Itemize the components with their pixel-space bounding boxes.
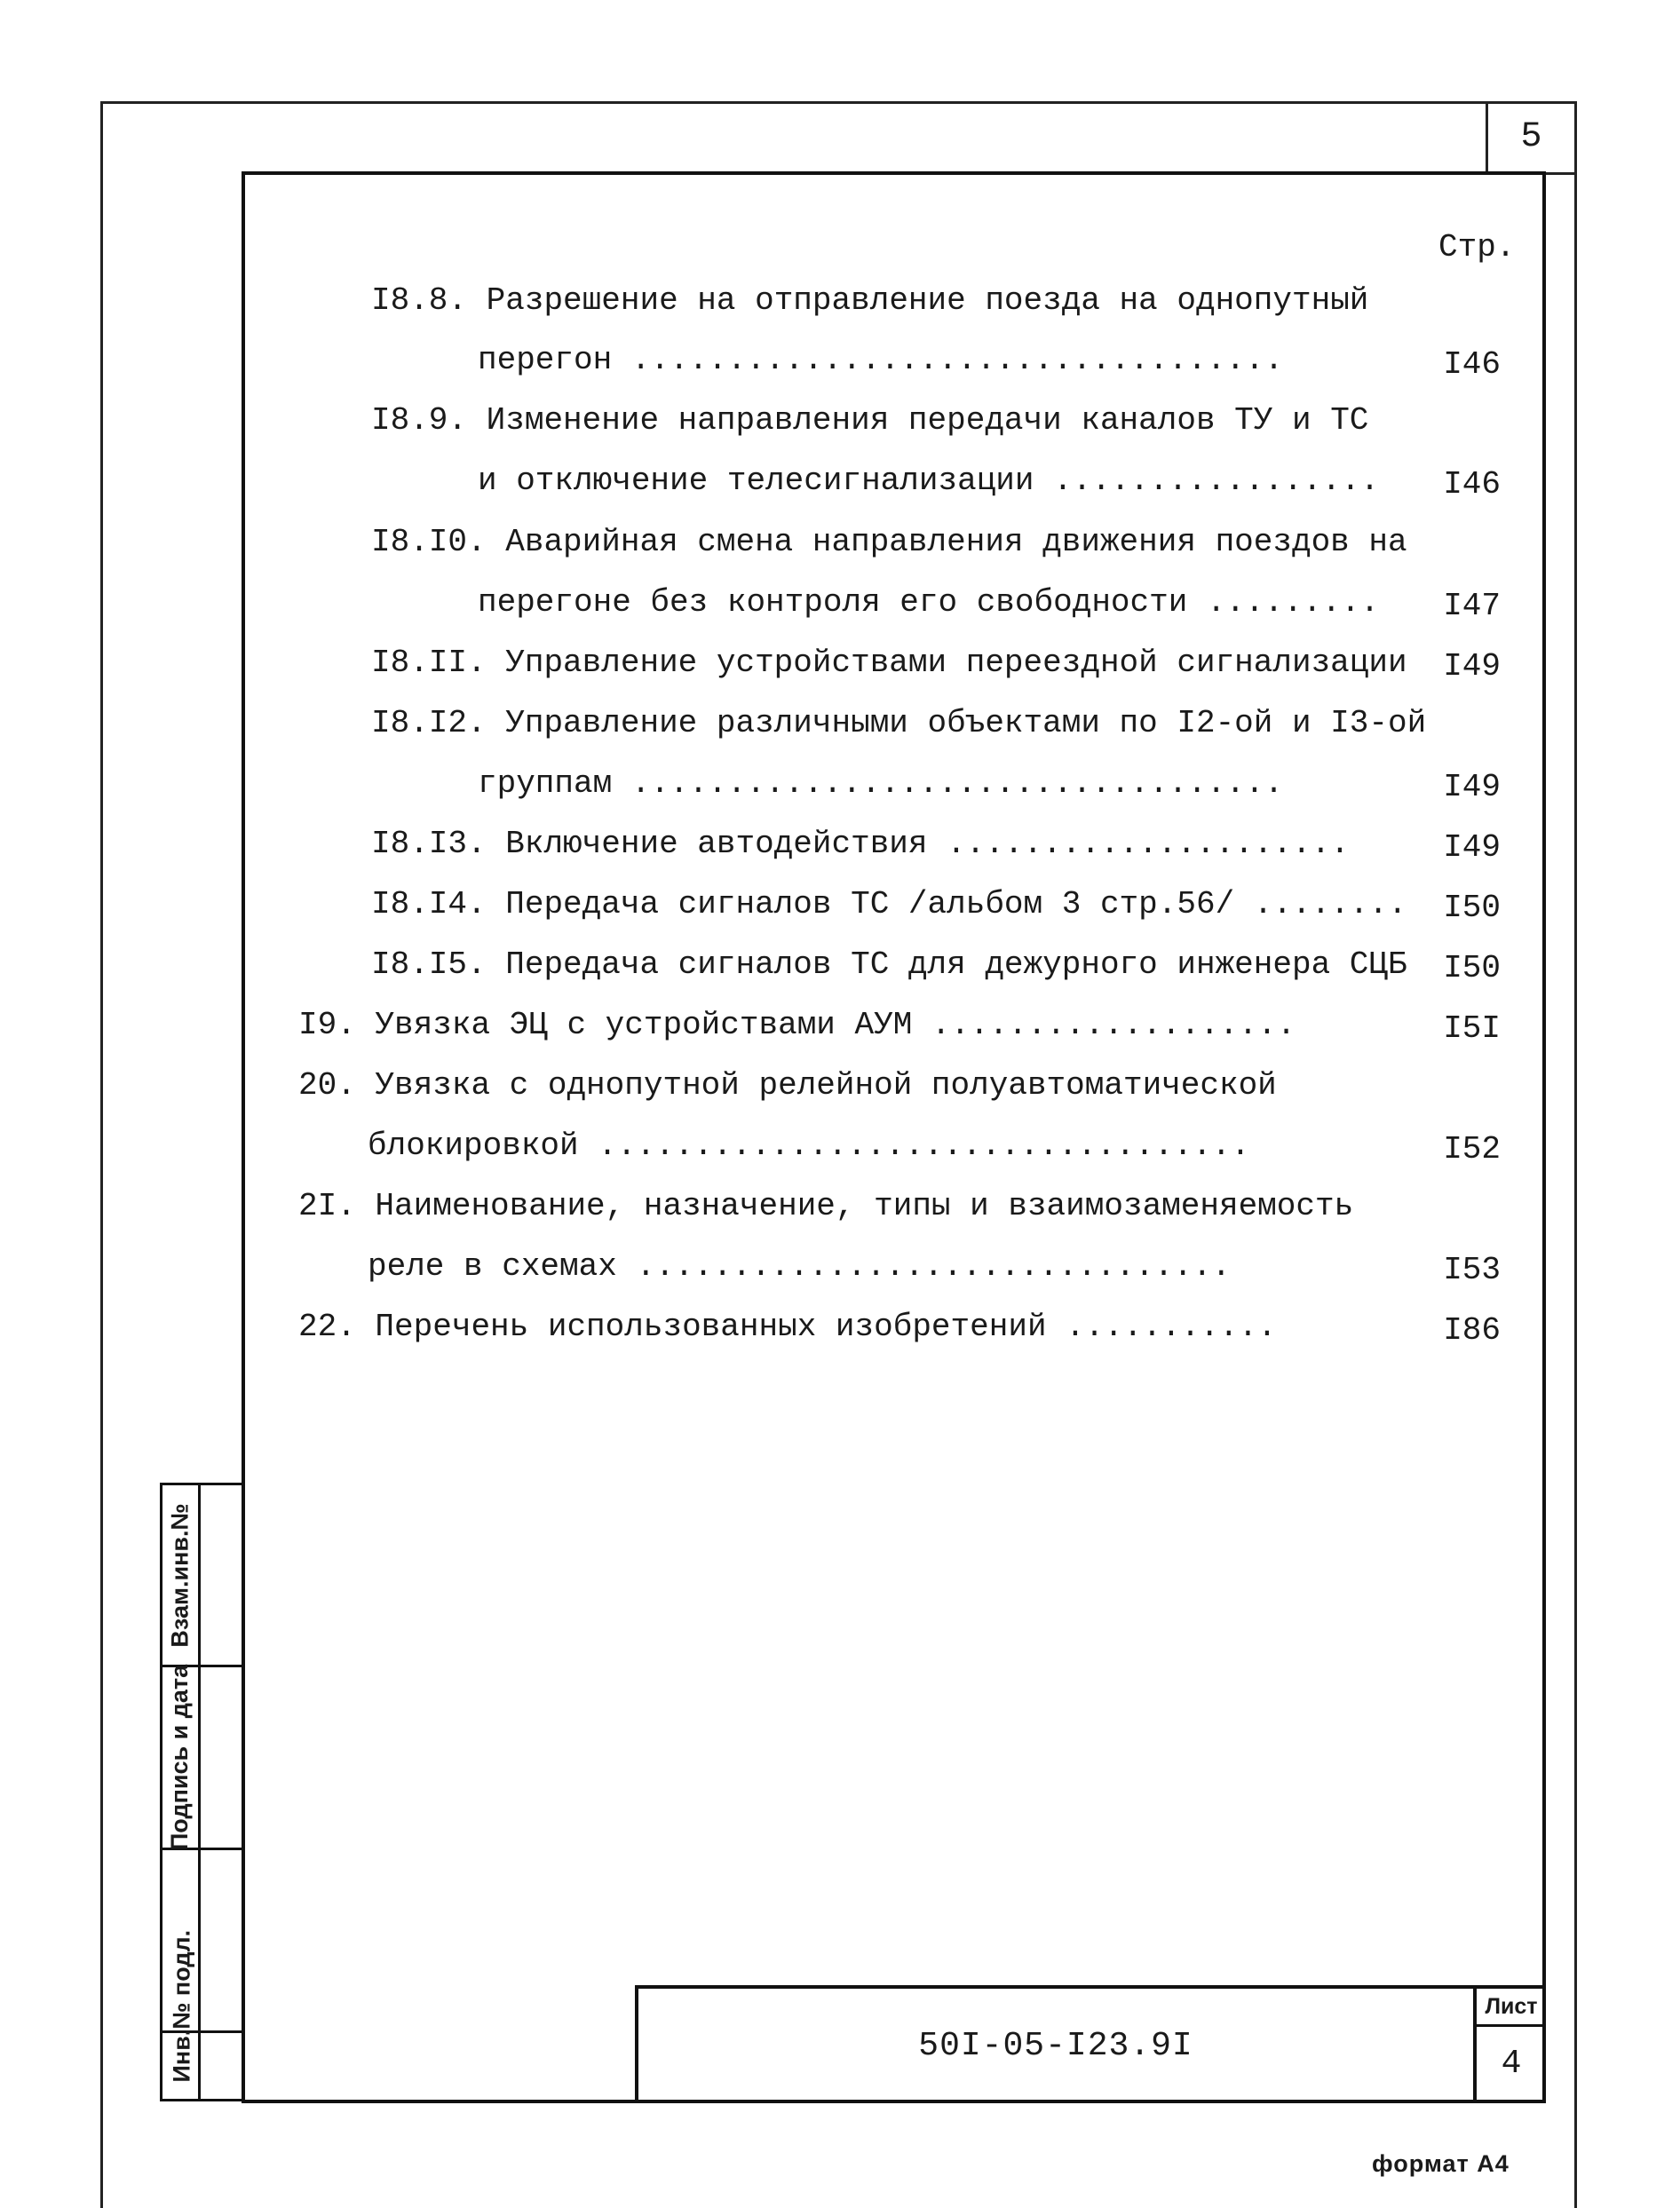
side-cell-podpis: [162, 1664, 244, 1851]
entry-title-cont: перегон ..................................: [478, 342, 1284, 378]
format-label: формат А4: [1372, 2150, 1510, 2177]
sheet-cell: [1473, 1989, 1546, 2103]
entry-page: I50: [1443, 950, 1501, 986]
toc-entry-18-8-cont: [478, 342, 1283, 378]
entry-title: Увязка ЭЦ с устройствами АУМ ...................: [375, 1007, 1296, 1043]
entry-title: Перечень использованных изобретений ...........: [375, 1309, 1277, 1345]
toc-entry-18-10: [371, 524, 1407, 560]
entry-page: I5I: [1443, 1010, 1501, 1047]
entry-title: Изменение направления передачи каналов ТУ и ТС: [486, 402, 1369, 439]
side-label-podpis: Подпись и дата: [166, 1664, 194, 1851]
sheet-number: 4: [1501, 2045, 1522, 2083]
entry-page: I49: [1443, 648, 1501, 685]
toc-entry-18-9: [371, 402, 1368, 439]
entry-number: I8.I0.: [371, 524, 487, 560]
entry-number: I8.I3.: [371, 826, 487, 862]
toc-entry-22: [298, 1309, 1277, 1345]
page-number: 5: [1486, 101, 1574, 175]
entry-page: I86: [1443, 1312, 1501, 1349]
sheet-label: Лист: [1477, 1989, 1546, 2027]
side-cell-vzam: [162, 1485, 244, 1667]
title-block: [635, 1985, 1542, 2103]
entry-page: I53: [1443, 1252, 1501, 1288]
toc-entry-18-12-cont: [478, 765, 1283, 802]
entry-title: Управление устройствами переездной сигнализации: [505, 645, 1407, 681]
entry-number: I8.9.: [371, 402, 468, 439]
side-cell-inv: [162, 1929, 244, 2099]
entry-title: Увязка с однопутной релейной полуавтоматической: [375, 1067, 1277, 1104]
entry-number: I8.8.: [371, 282, 468, 319]
entry-number: 20.: [298, 1067, 356, 1104]
entry-number: I8.I2.: [371, 705, 487, 741]
toc-entry-20: [298, 1067, 1277, 1104]
entry-title-cont: блокировкой ..................................: [368, 1128, 1250, 1164]
entry-page: I52: [1443, 1131, 1501, 1167]
entry-number: 22.: [298, 1309, 356, 1345]
entry-page: I46: [1443, 346, 1501, 383]
column-header: Стр.: [1438, 229, 1516, 265]
entry-number: I8.I5.: [371, 946, 487, 983]
side-stamp-panel: [160, 1483, 244, 2101]
toc-entry-18-8: [371, 282, 1368, 319]
entry-title-cont: и отключение телесигнализации .................: [478, 463, 1380, 499]
toc-entry-21: [298, 1188, 1353, 1224]
toc-entry-18-9-cont: [478, 463, 1379, 499]
toc-entry-18-12: [371, 705, 1426, 741]
toc-entry-18-11: [371, 645, 1407, 681]
toc-entry-21-cont: [368, 1248, 1231, 1285]
entry-page: I47: [1443, 588, 1501, 624]
entry-number: I8.II.: [371, 645, 487, 681]
toc-entry-18-13: [371, 826, 1350, 862]
entry-number: 2I.: [298, 1188, 356, 1224]
entry-page: I50: [1443, 890, 1501, 926]
entry-title: Наименование, назначение, типы и взаимозаменяемость: [375, 1188, 1354, 1224]
entry-title-cont: перегоне без контроля его свободности .........: [478, 584, 1380, 621]
entry-title: Разрешение на отправление поезда на однопутный: [486, 282, 1369, 319]
entry-title: Включение автодействия .....................: [505, 826, 1350, 862]
entry-title-cont: группам ..................................: [478, 765, 1284, 802]
toc-entry-18-14: [371, 886, 1407, 922]
entry-page: I46: [1443, 466, 1501, 503]
entry-title: Управление различными объектами по I2-ой и I3-ой: [505, 705, 1427, 741]
entry-page: I49: [1443, 769, 1501, 805]
entry-title: Аварийная смена направления движения поездов на: [505, 524, 1407, 560]
side-label-inv: Инв.№ подл.: [168, 1929, 195, 2083]
entry-number: I9.: [298, 1007, 356, 1043]
toc-entry-18-10-cont: [478, 584, 1379, 621]
entry-number: I8.I4.: [371, 886, 487, 922]
toc-entry-20-cont: [368, 1128, 1250, 1164]
entry-title: Передача сигналов ТС для дежурного инженера СЦБ: [505, 946, 1407, 983]
side-label-vzam: Взам.инв.№: [166, 1502, 194, 1648]
toc-entry-19: [298, 1007, 1296, 1043]
entry-title: Передача сигналов ТС /альбом 3 стр.56/ ........: [505, 886, 1407, 922]
entry-title-cont: реле в схемах ...............................: [368, 1248, 1232, 1285]
entry-page: I49: [1443, 829, 1501, 866]
document-code: 50I-05-I23.9I: [918, 2027, 1193, 2065]
toc-entry-18-15: [371, 946, 1407, 983]
